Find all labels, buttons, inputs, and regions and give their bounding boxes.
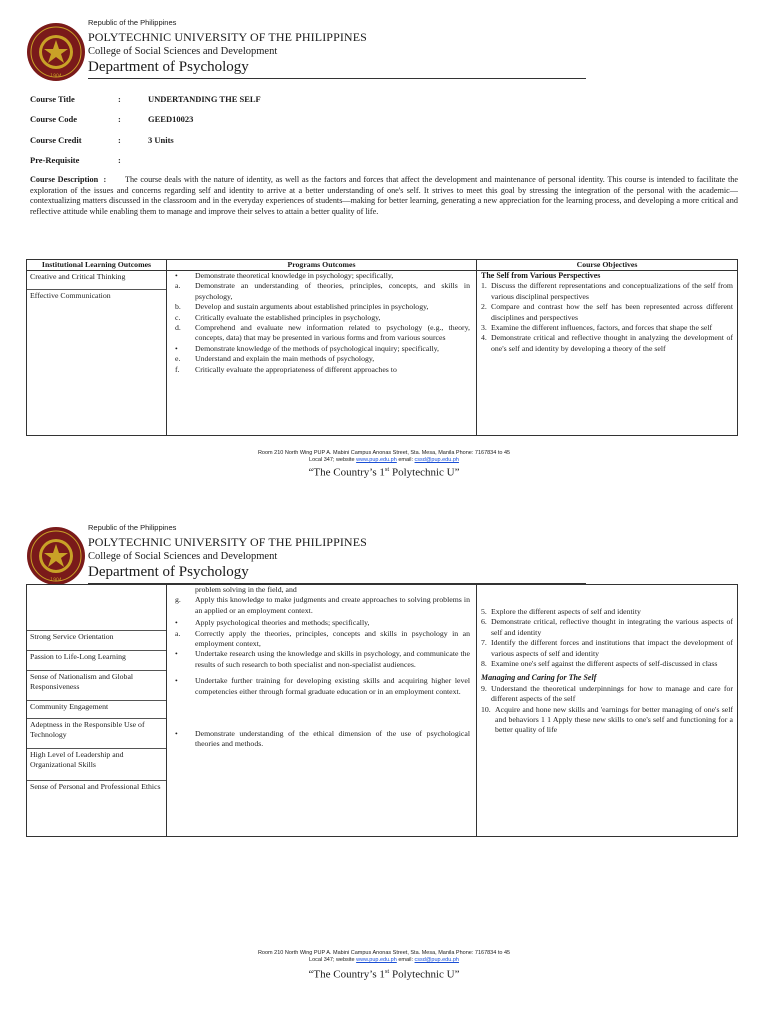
co-item: 10. Acquire and hone new skills and 'earnings for better managing of one's self and behaviors 1 1 Apply these new skills to one's self and functioning for a better quality of life <box>481 704 733 735</box>
ilo-item: Effective Communication <box>30 291 111 300</box>
university-name: POLYTECHNIC UNIVERSITY OF THE PHILIPPINES <box>88 535 367 549</box>
course-credit-value: 3 Units <box>148 135 174 145</box>
ilo-item: Strong Service Orientation <box>27 631 166 651</box>
po-item: a. Correctly apply the theories, principles, concepts and skills in psychology in an employment context, <box>175 628 470 649</box>
department-name: Department of Psychology <box>88 564 249 580</box>
po-column <box>167 271 477 436</box>
svg-text:1904: 1904 <box>50 74 62 79</box>
course-code-value: GEED10023 <box>148 114 194 124</box>
ilo-item: Creative and Critical Thinking <box>27 271 166 290</box>
college-name: College of Social Sciences and Development <box>88 46 278 57</box>
co-item: 8. Examine one's self against the different aspects of self-discussed in class <box>481 659 718 669</box>
website-link[interactable]: www.pup.edu.ph <box>356 957 397 963</box>
pup-seal-logo <box>26 526 86 586</box>
header-rule <box>88 78 586 79</box>
po-item: d. Comprehend and evaluate new information related to psychology (e.g., theory, concepts, data) that may be presented in various forms and from various sources <box>175 323 470 343</box>
po-item: • Demonstrate theoretical knowledge in psychology; specifically, <box>175 271 394 280</box>
po-continued: problem solving in the field, and <box>195 585 297 594</box>
po-item: g. Apply this knowledge to make judgments and create approaches to solving problems in an applied or an employment context. <box>175 595 470 615</box>
ilo-item: Sense of Nationalism and Global Responsiveness <box>27 671 166 701</box>
po-item: • Apply psychological theories and methods; specifically, <box>175 618 370 628</box>
course-title-value: UNDERTANDING THE SELF <box>148 94 261 104</box>
co-item: 1. Discuss the different representations and conceptualizations of the self from various disciplinal perspectives <box>481 281 733 301</box>
footer-address: Room 210 North Wing PUP A. Mabini Campus Anonas Street, Sta. Mesa, Manila Phone: 7167834 to 45 Local 347; website www.pup.edu.ph email: cssd@pup.edu.ph <box>257 950 511 963</box>
email-link[interactable]: cssd@pup.edu.ph <box>414 957 459 963</box>
document-page-2 <box>0 518 768 1024</box>
ilo-item: Adeptness in the Responsible Use of Technology <box>27 719 166 749</box>
email-link[interactable]: cssd@pup.edu.ph <box>414 457 459 463</box>
university-name: POLYTECHNIC UNIVERSITY OF THE PHILIPPINES <box>88 30 367 44</box>
po-item: • Demonstrate knowledge of the methods of psychological inquiry; specifically, <box>175 343 439 353</box>
ilo-item <box>27 585 166 631</box>
footer-address: Room 210 North Wing PUP A. Mabini Campus Anonas Street, Sta. Mesa, Manila Phone: 7167834 to 45 Local 347; website www.pup.edu.ph email: cssd@pup.edu.ph <box>257 450 511 463</box>
co-section-heading: Managing and Caring for The Self <box>481 673 597 683</box>
pup-seal-logo <box>26 22 86 82</box>
po-column <box>167 585 477 837</box>
po-item: e. Understand and explain the main methods of psychology, <box>175 354 375 364</box>
college-name: College of Social Sciences and Development <box>88 551 278 562</box>
co-item: 6. Demonstrate critical, reflective thought in integrating the various aspects of self and identity <box>481 617 733 637</box>
header-po: Programs Outcomes <box>167 260 477 271</box>
co-section-heading: The Self from Various Perspectives <box>481 271 601 280</box>
co-column <box>477 271 738 436</box>
republic-line: Republic of the Philippines <box>88 18 177 27</box>
course-description: Course Description : The course deals with the nature of identity, as well as the factors and forces that affect the development and maintenance of personal identity. This course is intended to facilitate the exploration of the issues and concerns regarding self and identity to arrive at a better understanding of one's self. It strives to meet this goal by stressing the integration of the personal with the academic—contextualizing matters discussed in the classroom and in the everyday experiences of students—making for better learning, generating a new appreciation for the learning process, and developing a more critical and reflective attitude while enabling them to manage and improve their selves to attain a better quality of life. <box>30 175 738 216</box>
co-column <box>477 585 738 837</box>
svg-text:1904: 1904 <box>50 578 62 583</box>
co-item: 7. Identify the different forces and institutions that impact the development of various aspects of self and identity <box>481 638 733 658</box>
po-item: • Undertake further training for developing existing skills and acquiring higher level competencies either through formal graduate education or in an employment context. <box>175 676 470 696</box>
po-item: • Demonstrate understanding of the ethical dimension of the use of psychological theories and methods. <box>175 729 470 749</box>
ilo-item: Passion to Life-Long Learning <box>27 651 166 671</box>
co-item: 3. Examine the different influences, factors, and forces that shape the self <box>481 323 713 333</box>
outcomes-table-page-2 <box>26 584 738 837</box>
co-item: 2. Compare and contrast how the self has been represented across different disciplines and perspectives <box>481 302 733 322</box>
document-page-1: 1904 Republic of the Philippines POLYTECHNIC UNIVERSITY OF THE PHILIPPINES College of Social Sciences and Development Department of Psychology Course Title : UNDERTANDING THE SELF Course Code : GEED10023 Course Credit : 3 Units Pre-Requisite : Course Description : The course deals with the nature of identity, as well as the factors and forces that affect the development and maintenance of personal identity. This course is intended to facilitate the exploration of the issues and concerns regarding self and identity to arrive at a better understanding of one's self. It strives to meet this goal by stressing the integration of the personal with the academic—contextualizing matters discussed in the classroom and in the everyday experiences of students—making for better learning, generating a new appreciation for the learning process, and developing a more critical and reflective attitude while enabling them to manage and improve their selves to attain a better quality of life. Institutional Learning Outcomes Programs Outcomes Course Objectives Creative and Critical Thinking Effective Communication • Demonstrate theoretical knowledge in psychology; specifically, a. Demonstrate an understanding of theories, principles, concepts, and skills in psychology, b. Develop and sustain arguments about established principles in psychology, c. Critically evaluate the established principles in psychology, d. Comprehend and evaluate new information related to psychology (e.g., theory, concepts, data) that may be presented in various forms and from various sources • Demonstrate knowledge of the methods of psychological inquiry; specifically, e. Understand and explain the main methods of psychology, f. Critically evaluate the appropriateness of different approaches to The Self from Various Perspectives 1. Discuss the different representations and conceptualizations of the self from various disciplinal perspectives 2. Compare and contrast how the self has been represented across different disciplines and perspectives 3. Examine the different influences, factors, and forces that shape the self 4. Demonstrate critical and reflective thought in analyzing the development of one's self and identity by developing a theory of the self Room 210 North Wing PUP A. Mabini Campus Anonas Street, Sta. Mesa, Manila Phone: 7167834 to 45 Local 347; website www.pup.edu.ph email: cssd@pup.edu.ph “The Country’s 1st Polytechnic U” <box>0 0 768 500</box>
footer-motto: “The Country’s 1st Polytechnic U” <box>308 968 460 981</box>
ilo-item: High Level of Leadership and Organizational Skills <box>27 749 166 781</box>
footer-motto: “The Country’s 1st Polytechnic U” <box>308 466 460 479</box>
po-item: a. Demonstrate an understanding of theories, principles, concepts, and skills in psychology, <box>175 281 470 301</box>
ilo-column <box>27 585 167 837</box>
header-ilo: Institutional Learning Outcomes <box>27 260 167 271</box>
co-item: 9. Understand the theoretical underpinnings for how to manage and care for different aspects of the self <box>481 683 733 704</box>
po-item: f. Critically evaluate the appropriateness of different approaches to <box>175 364 397 374</box>
header-co: Course Objectives <box>477 260 738 271</box>
co-item: 4. Demonstrate critical and reflective thought in analyzing the development of one's self and identity by developing a theory of the self <box>481 333 733 353</box>
po-item: b. Develop and sustain arguments about established principles in psychology, <box>175 302 429 312</box>
ilo-item: Community Engagement <box>27 701 166 719</box>
outcomes-table-page-1 <box>26 259 738 436</box>
po-item: • Undertake research using the knowledge and skills in psychology, and communicate the results of such research to both specialist and non-specialist audiences. <box>175 649 470 669</box>
website-link[interactable]: www.pup.edu.ph <box>356 457 397 463</box>
ilo-item: Sense of Personal and Professional Ethics <box>30 782 161 791</box>
republic-line: Republic of the Philippines <box>88 523 177 532</box>
ilo-column <box>27 271 167 436</box>
department-name: Department of Psychology <box>88 59 249 75</box>
po-item: c. Critically evaluate the established principles in psychology, <box>175 312 381 322</box>
co-item: 5. Explore the different aspects of self and identity <box>481 607 641 616</box>
